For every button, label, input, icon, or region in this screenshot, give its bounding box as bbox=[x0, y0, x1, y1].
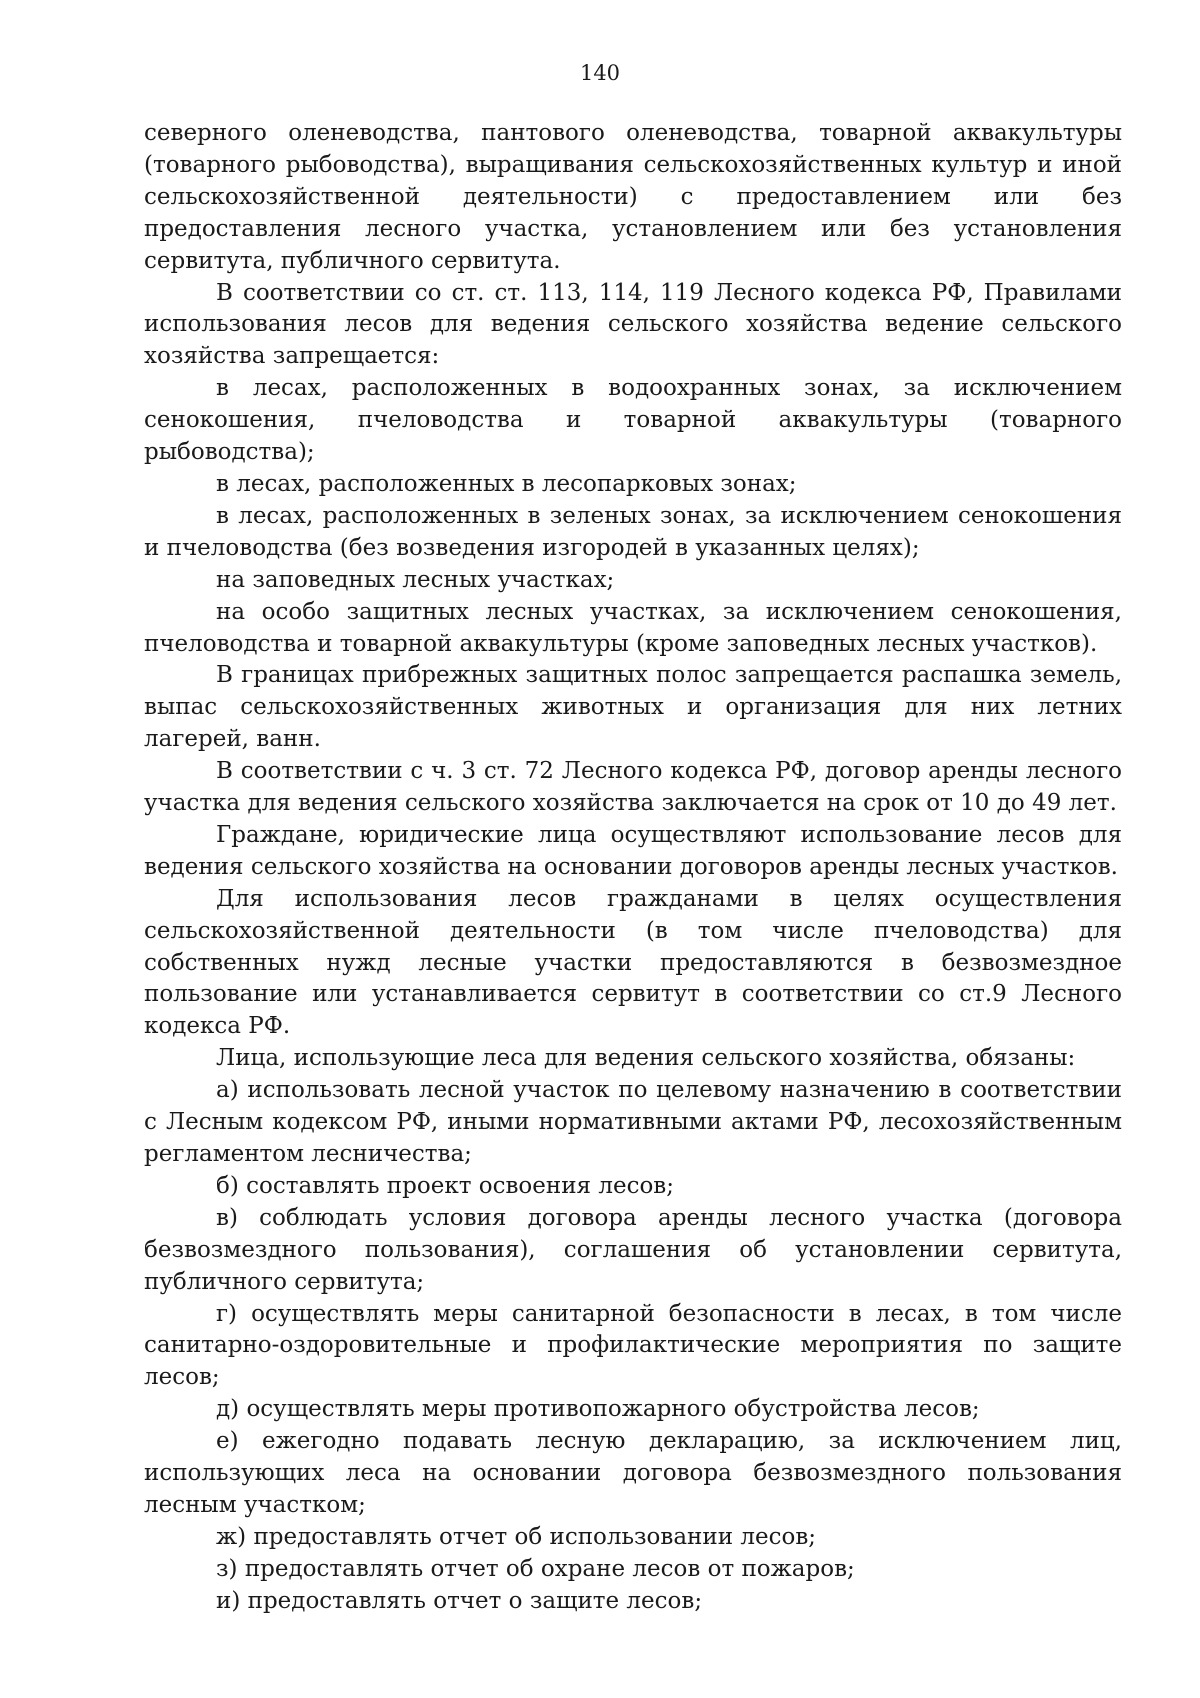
paragraph: ж) предоставлять отчет об использовании лесов; bbox=[216, 1523, 817, 1550]
paragraph: В соответствии со ст. ст. 113, 114, 119 Лесного кодекса РФ, Правилами использования лесов для ведения сельского хозяйства ведение сельского хозяйства запрещается: bbox=[144, 279, 1122, 370]
paragraph: Для использования лесов гражданами в целях осуществления сельскохозяйственной деятельности (в том числе пчеловодства) для собственных нужд лесные участки предоставляются в безвозмездное пользование или устанавливается сервитут в соответствии со ст.9 Лесного кодекса РФ. bbox=[144, 885, 1122, 1040]
paragraph: и) предоставлять отчет о защите лесов; bbox=[216, 1587, 703, 1614]
paragraph: в лесах, расположенных в зеленых зонах, за исключением сенокошения и пчеловодства (без возведения изгородей в указанных целях); bbox=[144, 502, 1122, 561]
paragraph: в лесах, расположенных в водоохранных зонах, за исключением сенокошения, пчеловодства и товарной аквакультуры (товарного рыбоводства); bbox=[144, 375, 1122, 466]
paragraph: г) осуществлять меры санитарной безопасности в лесах, в том числе санитарно-оздоровительные и профилактические мероприятия по защите лесов; bbox=[144, 1300, 1122, 1391]
paragraph: в) соблюдать условия договора аренды лесного участка (договора безвозмездного пользования), соглашения об установлении сервитута, публичного сервитута; bbox=[144, 1204, 1122, 1295]
document-body bbox=[144, 118, 1122, 1618]
paragraph: Лица, использующие леса для ведения сельского хозяйства, обязаны: bbox=[216, 1045, 1076, 1072]
paragraph: на заповедных лесных участках; bbox=[216, 566, 615, 593]
paragraph: в лесах, расположенных в лесопарковых зонах; bbox=[216, 470, 797, 497]
paragraph: д) осуществлять меры противопожарного обустройства лесов; bbox=[216, 1396, 980, 1423]
paragraph: В соответствии с ч. 3 ст. 72 Лесного кодекса РФ, договор аренды лесного участка для ведения сельского хозяйства заключается на срок от 10 до 49 лет. bbox=[144, 758, 1122, 817]
paragraph: северного оленеводства, пантового оленеводства, товарной аквакультуры (товарного рыбоводства), выращивания сельскохозяйственных культур и иной сельскохозяйственной деятельности) с предоставлением или без предоставления лесного участка, установлением или без установления сервитута, публичного сервитута. bbox=[144, 120, 1122, 274]
page-number: 140 bbox=[579, 61, 621, 85]
paragraph: В границах прибрежных защитных полос запрещается распашка земель, выпас сельскохозяйственных животных и организация для них летних лагерей, ванн. bbox=[144, 662, 1122, 753]
paragraph: б) составлять проект освоения лесов; bbox=[216, 1172, 674, 1199]
paragraph: Граждане, юридические лица осуществляют использование лесов для ведения сельского хозяйства на основании договоров аренды лесных участков. bbox=[144, 821, 1122, 880]
paragraph: е) ежегодно подавать лесную декларацию, за исключением лиц, использующих леса на основании договора безвозмездного пользования лесным участком; bbox=[144, 1428, 1122, 1518]
paragraph: а) использовать лесной участок по целевому назначению в соответствии с Лесным кодексом РФ, иными нормативными актами РФ, лесохозяйственным регламентом лесничества; bbox=[144, 1077, 1122, 1167]
paragraph: з) предоставлять отчет об охране лесов от пожаров; bbox=[216, 1555, 855, 1582]
paragraph: на особо защитных лесных участках, за исключением сенокошения, пчеловодства и товарной аквакультуры (кроме заповедных лесных участков). bbox=[144, 598, 1122, 657]
